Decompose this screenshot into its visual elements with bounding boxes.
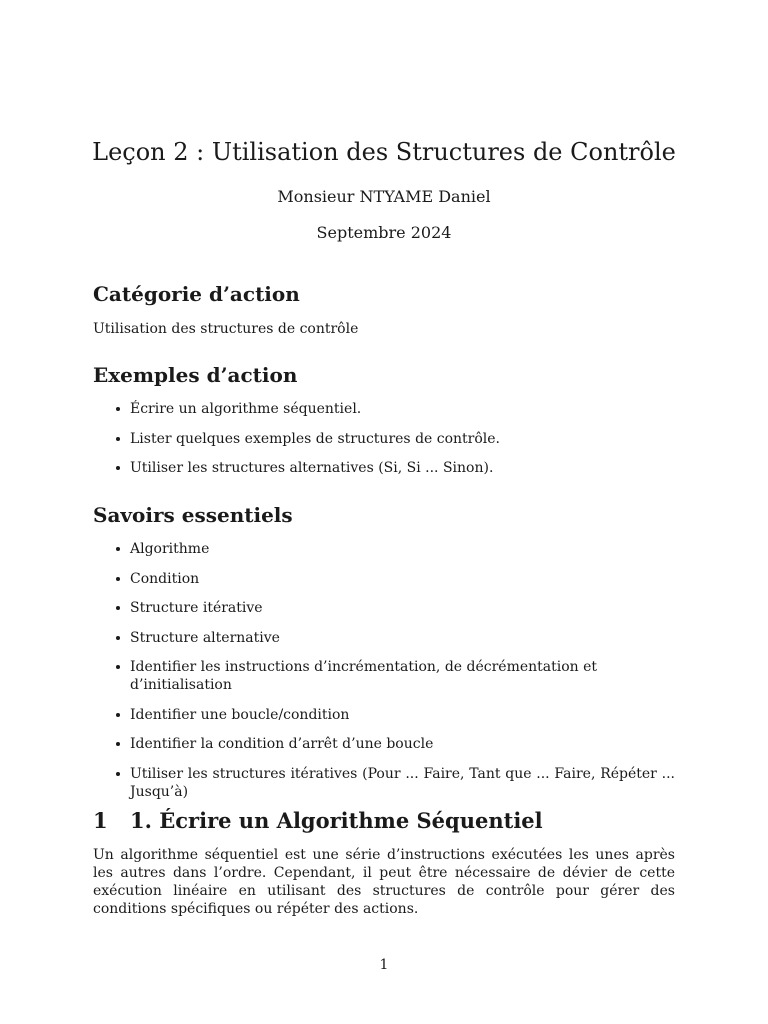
section-1-text: Un algorithme séquentiel est une série d’instructions exécutées les unes après les autres dans l’ordre. Cependant, il peut être nécessaire de dévier de cette exécution linéaire en utilisant des structures de contrôle pour gérer des conditions spécifiques ou répéter des actions. [93,847,675,917]
document-date: Septembre 2024 [316,223,452,242]
list-item: Identifier les instructions d’incrémentation, de décrémentation et d’initialisation [93,658,675,694]
list-item: Identifier la condition d’arrêt d’une boucle [93,735,675,753]
categorie-heading: Catégorie d’action [93,282,300,306]
savoirs-list [93,540,675,812]
list-item: Écrire un algorithme séquentiel. [93,400,675,418]
section-1-heading [93,808,543,833]
savoirs-heading: Savoirs essentiels [93,503,293,527]
list-item: Utiliser les structures itératives (Pour ... Faire, Tant que ... Faire, Répéter ... Jusqu’à) [93,765,675,801]
list-item: Condition [93,570,675,588]
exemples-list [93,400,675,489]
page-number: 1 [379,957,389,973]
list-item: Utiliser les structures alternatives (Si, Si ... Sinon). [93,459,675,477]
exemples-heading: Exemples d’action [93,363,298,387]
categorie-text: Utilisation des structures de contrôle [93,321,359,337]
list-item: Lister quelques exemples de structures de contrôle. [93,430,675,448]
list-item: Structure itérative [93,599,675,617]
list-item: Identifier une boucle/condition [93,706,675,724]
list-item: Algorithme [93,540,675,558]
list-item: Structure alternative [93,629,675,647]
section-title: 1. Écrire un Algorithme Séquentiel [130,808,543,833]
document-title: Leçon 2 : Utilisation des Structures de Contrôle [92,138,676,166]
document-author: Monsieur NTYAME Daniel [277,187,491,206]
section-number: 1 [93,808,108,833]
